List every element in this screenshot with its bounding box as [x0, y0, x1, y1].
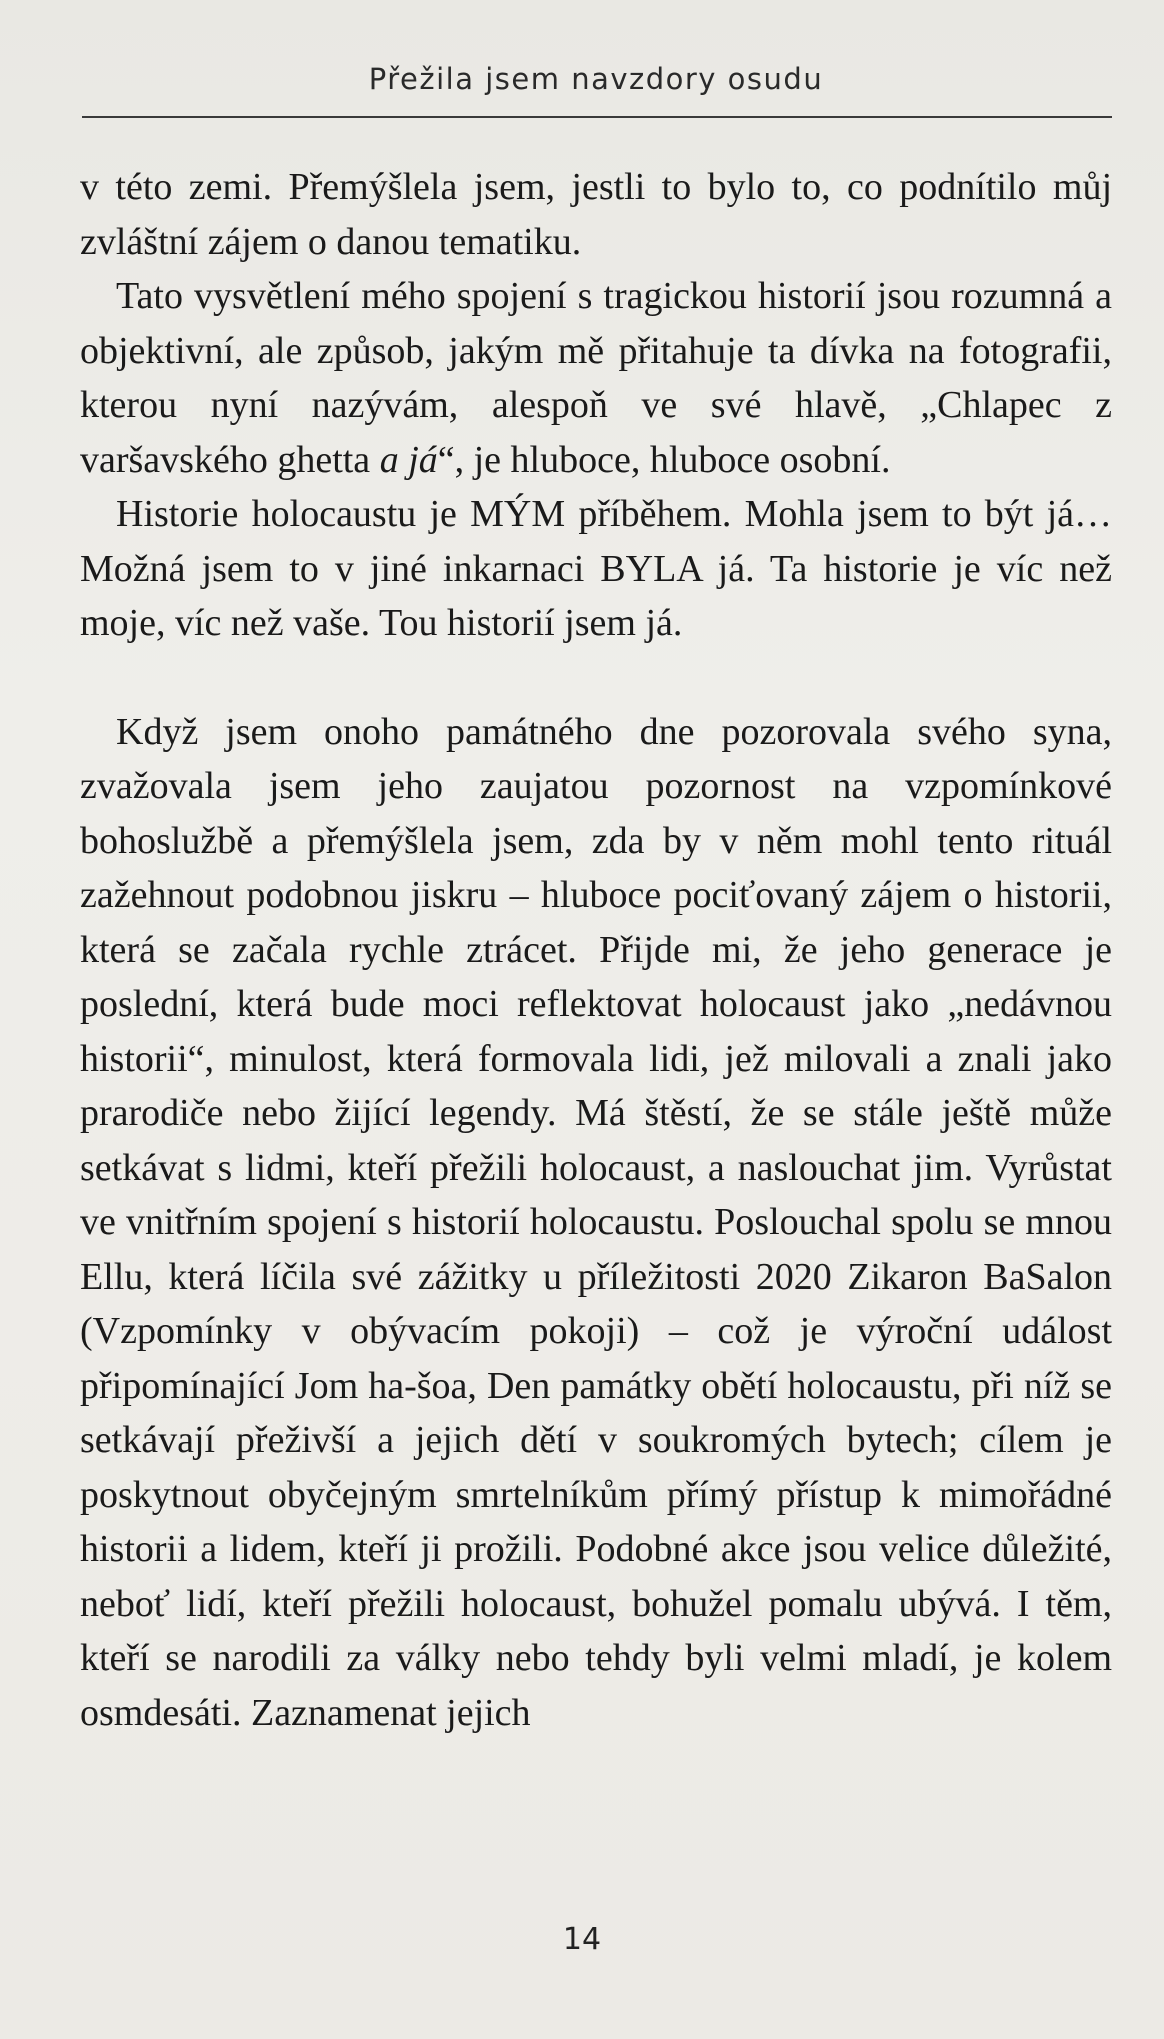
paragraph-2-text-start: Tato vysvětlení mého spojení s tragickou historií jsou rozumná a objektivní, ale způsob, jakým mě přitahuje ta dívka na fotografii, kterou nyní nazývám, alespoň ve své hlavě, „Chlapec z varšavského ghetta — [80, 275, 1112, 481]
paragraph-3: Historie holocaustu je MÝM příběhem. Mohla jsem to být já… Možná jsem to v jiné inkarnaci BYLA já. Ta historie je víc než moje, víc než vaše. Tou historií jsem já. — [80, 493, 1112, 644]
paragraph-2-text-end: “, je hluboce, hluboce osobní. — [437, 438, 891, 481]
paragraph-4: Když jsem onoho památného dne pozorovala svého syna, zvažovala jsem jeho zaujatou pozornost na vzpomínkové bohoslužbě a přemýšlela jsem, zda by v něm mohl tento rituál zažehnout podobnou jiskru – hluboce pociťovaný zájem o historii, která se začala rychle ztrácet. Přijde mi, že jeho generace je poslední, která bude moci reflektovat holocaust jako „nedávnou historii“, minulost, která formovala lidi, jež milovali a znali jako prarodiče nebo žijící legendy. Má štěstí, že se stále ještě může setkávat s lidmi, kteří přežili holocaust, a naslouchat jim. Vyrůstat ve vnitřním spojení s historií holocaustu. Poslouchal spolu se mnou Ellu, která líčila své zážitky u příležitosti 2020 Zikaron BaSalon (Vzpomínky v obývacím pokoji) – což je výroční událost připomínající Jom ha-šoa, Den památky obětí holocaustu, při níž se setkávají přeživší a jejich dětí v soukromých bytech; cílem je poskytnout obyčejným smrtelníkům přímý přístup k mimořádné historii a lidem, kteří ji prožili. Podobné akce jsou velice důležité, neboť lidí, kteří přežili holocaust, bohužel pomalu ubývá. I těm, kteří se narodili za války nebo tehdy byli velmi mladí, je kolem osmdesáti. Zaznamenat jejich — [80, 710, 1112, 1734]
paragraph-2 — [80, 269, 1112, 487]
header-rule — [82, 116, 1112, 118]
paragraph-1: v této zemi. Přemýšlela jsem, jestli to bylo to, co podnítilo můj zvláštní zájem o danou tematiku. — [80, 166, 1112, 263]
running-head: Přežila jsem navzdory osudu — [368, 62, 824, 96]
body-text — [80, 160, 1112, 1740]
paragraph-2-italic: a já — [379, 438, 438, 481]
page-number: 14 — [562, 1922, 602, 1957]
